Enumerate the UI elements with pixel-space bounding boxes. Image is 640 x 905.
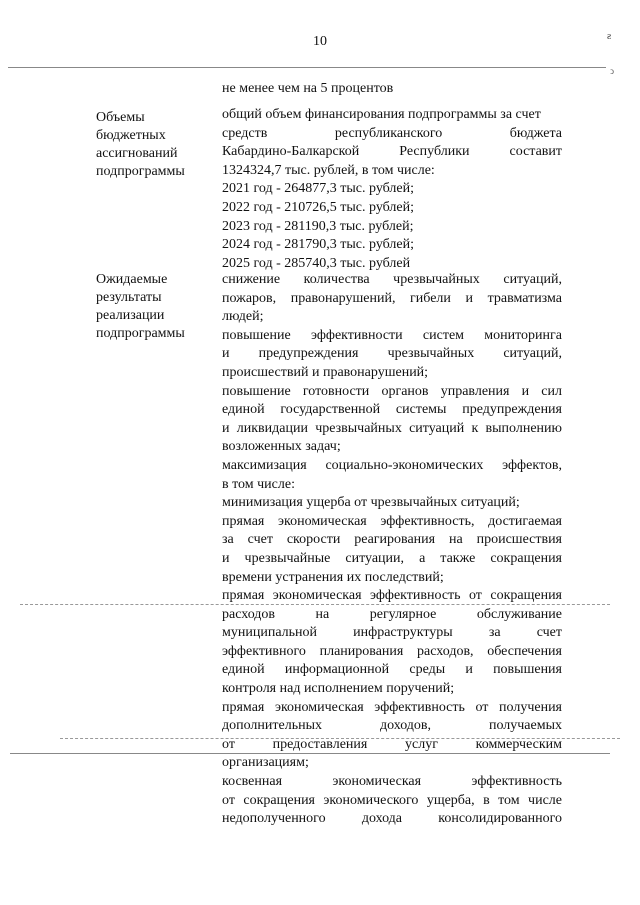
label-line: бюджетных — [96, 128, 166, 143]
content-line: организациям; — [222, 755, 309, 771]
content-line: общий объем финансирования подпрограммы за счет — [222, 107, 541, 122]
content-line: повышение готовности органов управления и сил — [222, 383, 562, 399]
label-line: реализации — [96, 308, 165, 323]
label-line: Ожидаемые — [96, 272, 168, 287]
scan-mark: ƨ — [607, 30, 612, 42]
content-line: людей; — [222, 309, 264, 325]
content-line: прямая экономическая эффективность, достигаемая — [222, 513, 562, 529]
content-line: единой государственной системы предупреждения — [222, 402, 562, 418]
section-content-budget — [222, 106, 562, 273]
content-line: времени устранения их последствий; — [222, 569, 444, 585]
content-line: и предупреждения чрезвычайных ситуаций, — [222, 346, 562, 362]
content-line: 2021 год - 264877,3 тыс. рублей; — [222, 181, 415, 197]
content-line: контроля над исполнением поручений; — [222, 681, 455, 697]
content-line: средств республиканского бюджета — [222, 125, 562, 141]
intro-text: не менее чем на 5 процентов — [222, 81, 394, 96]
content-line: и ликвидации чрезвычайных ситуаций к выполнению — [222, 420, 562, 436]
content-line: 1324324,7 тыс. рублей, в том числе: — [222, 162, 435, 178]
content-line: прямая экономическая эффективность от получения — [222, 699, 562, 715]
content-line: максимизация социально-экономических эффектов, — [222, 457, 562, 473]
section-label-budget — [96, 109, 216, 181]
content-line: минимизация ущерба от чрезвычайных ситуаций; — [222, 495, 520, 511]
content-line: 2022 год - 210726,5 тыс. рублей; — [222, 199, 415, 215]
scan-artifact-line — [8, 67, 208, 68]
scan-mark: ͻ — [610, 66, 614, 76]
content-line: пожаров, правонарушений, гибели и травматизма — [222, 290, 562, 306]
content-line: 2024 год - 281790,3 тыс. рублей; — [222, 237, 415, 253]
content-line: косвенная экономическая эффективность — [222, 774, 562, 790]
content-line: и чрезвычайные ситуации, а также сокращения — [222, 550, 562, 566]
content-line: расходов на регулярное обслуживание — [222, 606, 562, 622]
content-line: за счет скорости реагирования на происшествия — [222, 532, 562, 548]
content-line: повышение эффективности систем мониторинга — [222, 327, 562, 343]
section-content-results — [222, 271, 562, 829]
content-line: единой информационной среды и повышения — [222, 662, 562, 678]
content-line: в том числе: — [222, 476, 295, 492]
content-line: 2025 год - 285740,3 тыс. рублей — [222, 255, 411, 271]
content-line: дополнительных доходов, получаемых — [222, 718, 562, 734]
content-line: от предоставления услуг коммерческим — [222, 736, 562, 752]
content-line: эффективного планирования расходов, обеспечения — [222, 643, 562, 659]
label-line: Объемы — [96, 110, 145, 125]
content-line: возложенных задач; — [222, 439, 341, 455]
content-line: недополученного дохода консолидированного — [222, 811, 562, 827]
section-label-results — [96, 271, 216, 343]
content-line: снижение количества чрезвычайных ситуаций, — [222, 272, 562, 287]
label-line: результаты — [96, 290, 162, 305]
content-line: от сокращения экономического ущерба, в том числе — [222, 792, 562, 808]
content-line: 2023 год - 281190,3 тыс. рублей; — [222, 218, 414, 234]
label-line: подпрограммы — [96, 164, 185, 179]
content-line: происшествий и правонарушений; — [222, 364, 429, 380]
content-line: прямая экономическая эффективность от сокращения — [222, 588, 562, 604]
label-line: ассигнований — [96, 146, 178, 161]
label-line: подпрограммы — [96, 326, 185, 341]
scan-artifact-line — [206, 67, 606, 68]
content-line: Кабардино-Балкарской Республики составит — [222, 144, 562, 160]
content-line: муниципальной инфраструктуры за счет — [222, 625, 562, 641]
page-number: 10 — [313, 34, 327, 49]
